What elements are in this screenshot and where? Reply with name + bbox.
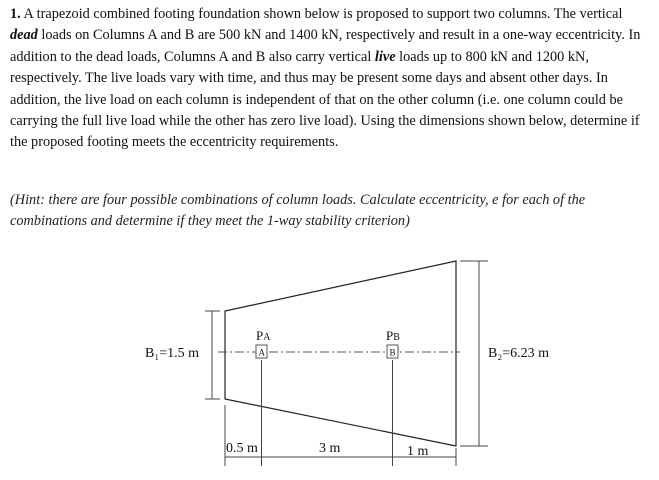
pb-label-main: P	[386, 328, 394, 343]
dim-left-label: 0.5 m	[226, 441, 258, 456]
b2-label: B₂=6.23 m	[488, 346, 550, 361]
live-emphasis: live	[374, 48, 396, 65]
dim-mid-label: 3 m	[319, 441, 341, 456]
b1-label: B₁=1.5 m	[145, 346, 200, 361]
pb-label-sub: B	[393, 332, 400, 343]
problem-text-part3: loads up to 800 kN and 1200 kN, respectively. The live loads vary with time, and thus may be present some days and absent other days. In addition, the live load on each column is independent of that on the other column (i.e. one column could be carrying the full live load while the other has zero live load). Using the dimensions shown below, determine if the proposed footing meets the eccentricity requirements.	[10, 48, 640, 151]
column-a-mark: A	[258, 347, 265, 358]
pa-label-sub: A	[263, 332, 271, 343]
pa-label	[256, 328, 271, 343]
column-b-mark: B	[389, 347, 396, 358]
b1-dimension-line	[205, 311, 220, 399]
hint-text: (Hint: there are four possible combinations of column loads. Calculate eccentricity, e for each of the combinations and determine if they meet the 1-way stability criterion)	[10, 192, 586, 230]
dead-emphasis: dead	[10, 27, 38, 44]
problem-text-part2: loads on Columns A and B are 500 kN and 1400 kN, respectively and result in a one-way eccentricity. In addition to the dead loads, Columns A and B also carry vertical	[10, 27, 641, 65]
pb-label	[386, 328, 400, 343]
pa-label-main: P	[256, 328, 264, 343]
problem-text-part1: A trapezoid combined footing foundation shown below is proposed to support two columns. The vertical	[20, 6, 623, 22]
b2-dimension-line	[460, 261, 488, 446]
problem-number: 1.	[10, 6, 21, 22]
dim-right-label: 1 m	[407, 444, 429, 459]
